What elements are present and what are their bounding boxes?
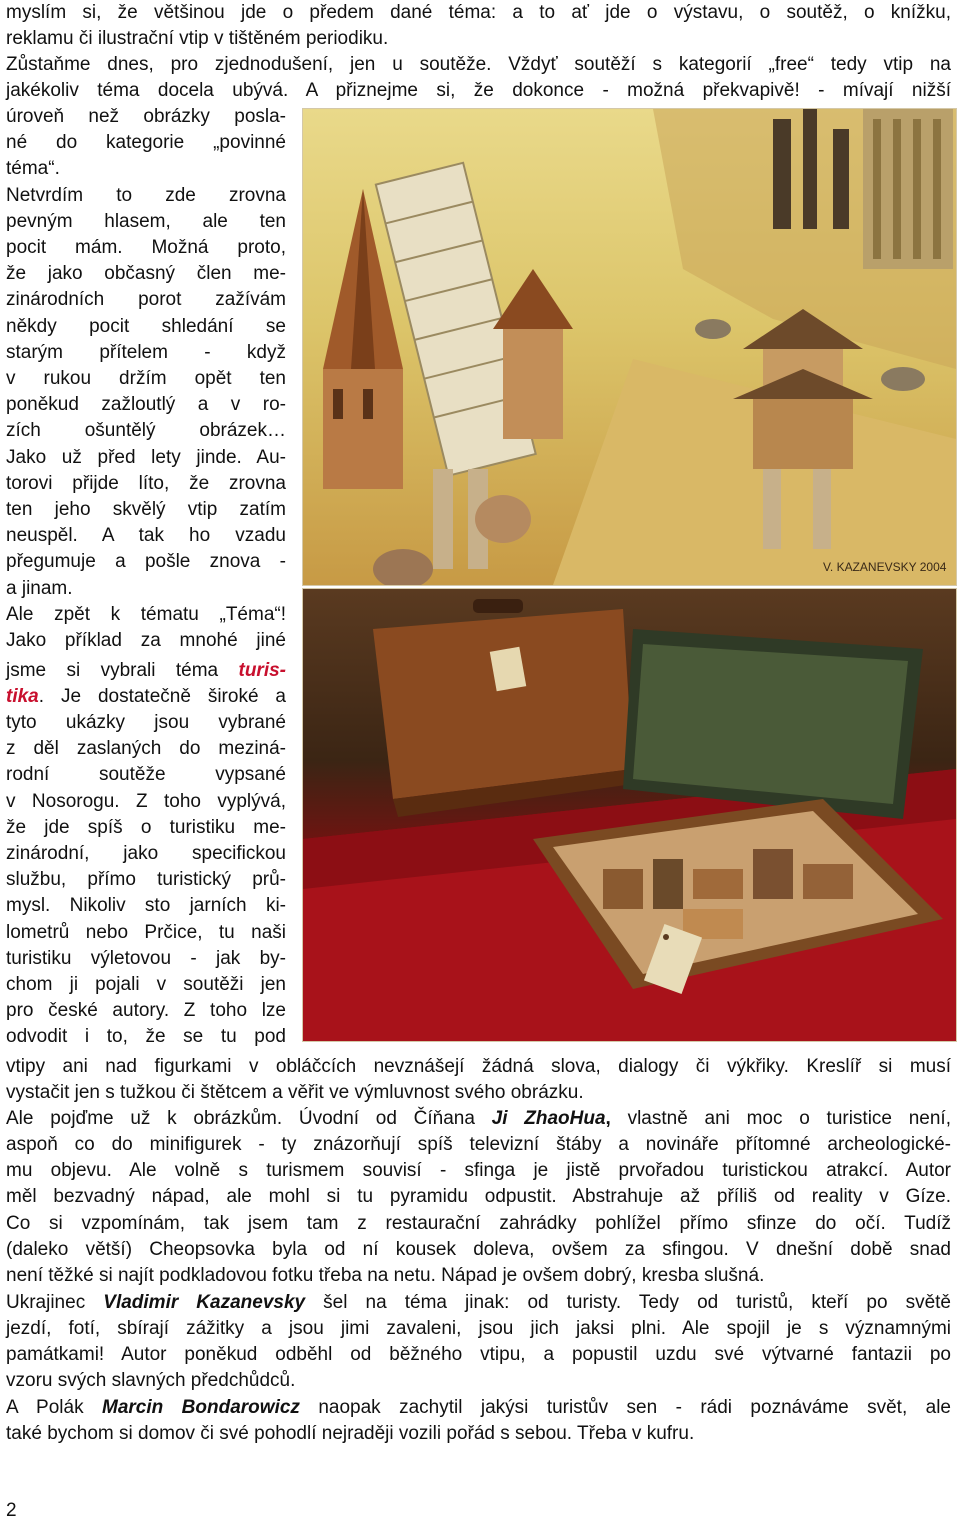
column2-line: pro české autory. Z toho lze (6, 1000, 286, 1022)
cartoon-signature: V. KAZANEVSKY 2004 (823, 560, 947, 574)
intro-line: Zůstaňme dnes, pro zjednodušení, jen u soutěže. Vždyť soutěží s kategorií „free“ tedy vtip na (6, 54, 951, 75)
author-name-ji: Ji ZhaoHua (491, 1108, 606, 1129)
column-line: zinárodních porot zažívám (6, 289, 286, 311)
column-line: poněkud zažloutlý a v ro- (6, 394, 286, 416)
wide3-line: jezdí, fotí, sbírají zážitky a jsou jimi zavaleni, jsou jich jaksi plni. Ale spojil je s významnými (6, 1318, 951, 1339)
topic-emphasis: turis- (238, 660, 286, 681)
column-line: Jako příklad za mnohé jiné (6, 630, 286, 651)
wide3-line: vzoru svých slavných předchůdců. (6, 1370, 296, 1392)
column2-line: v Nosorogu. Z toho vyplývá, (6, 790, 286, 812)
text-span: . Je dostatečně široké a (38, 686, 286, 707)
column-line: torovi přijde líto, že zrovna (6, 472, 286, 494)
wide4-line: také bychom si domov či své pohodlí nejraději vozili pořád s sebou. Třeba v kufru. (6, 1423, 695, 1444)
column-line: v rukou držím opět ten (6, 368, 286, 389)
column2-line: lometrů nebo Prčice, tu naši (6, 921, 286, 943)
wide-line-bondarowicz (6, 1395, 951, 1421)
wide1-line: vystačit jen s tužkou či štětcem a věřit ve výmluvnost svého obrázku. (6, 1082, 584, 1103)
text-span: naopak zachytil jakýsi turistův sen - rádi poznáváme svět, ale (299, 1397, 952, 1418)
column-line: né do kategorie „povinné (6, 132, 286, 154)
column2-line: odvodit i to, že se tu pod (6, 1026, 286, 1048)
wide2-line: mu objevu. Ale volně s turismem souvisí - sfinga je jistě prvořadou turistickou atrakcí. Autor (6, 1160, 951, 1182)
column-line: téma“. (6, 158, 60, 180)
column-line: starým přítelem - když (6, 341, 286, 363)
column-line: Jako už před lety jinde. Au- (6, 446, 286, 468)
column2-line: z děl zaslaných do meziná- (6, 738, 286, 760)
column-line-turistika-b (6, 684, 286, 710)
column-line: Ale zpět k tématu „Téma“! (6, 603, 286, 625)
intro-line: myslím si, že většinou jde o předem dané téma: a to ať jde o výstavu, o soutěž, o knížku, (6, 2, 951, 23)
text-span: Ukrajinec (6, 1292, 104, 1313)
text-span: , (605, 1108, 611, 1129)
intro-line: jakékoliv téma docela ubývá. A přiznejme si, že dokonce - možná překvapivě! - mívají nižší (6, 80, 951, 101)
column2-line: mysl. Nikoliv sto jarních ki- (6, 895, 286, 917)
column-line: ten jeho skvělý vtip zatím (6, 499, 286, 520)
column-line: a jinam. (6, 577, 73, 599)
wide2-line: aspoň co do minifigurek - ty znázorňují spíš televizní štáby a novináře přítomné archeologické- (6, 1134, 951, 1155)
column2-line: turistiku výletovou - jak by- (6, 947, 286, 969)
cartoon-suitcase-city (302, 588, 957, 1042)
wide1-line: vtipy ani nad figurkami v obláčcích nevznášejí žádná slova, dialogy či výkřiky. Kreslíř si musí (6, 1056, 951, 1077)
column2-line: že jde spíš o turistiku me- (6, 816, 286, 838)
column2-line: chom ji pojali v soutěži jen (6, 974, 286, 995)
column2-line: rodní soutěže vypsané (6, 764, 286, 786)
column-line: úroveň než obrázky posla- (6, 106, 286, 127)
author-name-kazanevsky: Vladimir Kazanevsky (103, 1292, 306, 1313)
wide2-line: (daleko větší) Cheopsovka byla od ní kousek doleva, ovšem za sfingou. V dnešní době snad (6, 1238, 951, 1260)
wide2-line: měl bezvadný nápad, ale mohl si tu pyramidu odpustit. Abstrahuje až příliš od reality v Gíze. (6, 1186, 951, 1208)
column-line: zích ošuntělý obrázek… (6, 420, 286, 442)
cartoon-tourists-drawing (303, 109, 956, 585)
text-span: Ale pojďme už k obrázkům. Úvodní od Číňana (6, 1108, 492, 1129)
page-number: 2 (6, 1500, 17, 1521)
intro-line: reklamu či ilustrační vtip v tištěném periodiku. (6, 28, 389, 49)
column-line-turistika-a (6, 658, 286, 684)
column-line: někdy pocit shledání se (6, 315, 286, 337)
column-line: Netvrdím to zde zrovna (6, 184, 286, 206)
column-line: pocit mám. Možná proto, (6, 237, 286, 258)
topic-emphasis: tika (6, 686, 39, 707)
column-line: přegumuje a pošle znova - (6, 551, 286, 573)
column2-line: zinárodní, jako specifickou (6, 843, 286, 864)
wide2-line: Co si vzpomínám, tak jsem tam z restaurační zahrádky pohlížel přímo sfinze do očí. Tudíž (6, 1212, 951, 1234)
wide3-line: památkami! Autor poněkud odběhl od běžného vtipu, a popustil uzdu své výtvarné fantazii po (6, 1344, 951, 1366)
cartoon-tourists-landmarks (302, 108, 957, 586)
column-line: pevným hlasem, ale ten (6, 210, 286, 232)
author-name-bondarowicz: Marcin Bondarowicz (102, 1397, 300, 1418)
column2-line: tyto ukázky jsou vybrané (6, 712, 286, 733)
column2-line: službu, přímo turistický prů- (6, 869, 286, 891)
wide2-line: není těžké si najít podkladovou fotku třeba na netu. Nápad je ovšem dobrý, kresba slušná. (6, 1265, 765, 1286)
text-span: šel na téma jinak: od turisty. Tedy od turistů, kteří po světě (305, 1292, 952, 1313)
text-span: jsme si vybrali téma (6, 660, 239, 681)
text-span: vlastně ani moc o turistice není, (610, 1108, 951, 1129)
wide-line-ji (6, 1106, 951, 1132)
wide-line-kazanevsky (6, 1290, 951, 1316)
text-span: A Polák (6, 1397, 103, 1418)
column-line: neuspěl. A tak ho vzadu (6, 525, 286, 547)
column-line: že jako občasný člen me- (6, 263, 286, 285)
cartoon-suitcase-drawing (303, 589, 956, 1041)
